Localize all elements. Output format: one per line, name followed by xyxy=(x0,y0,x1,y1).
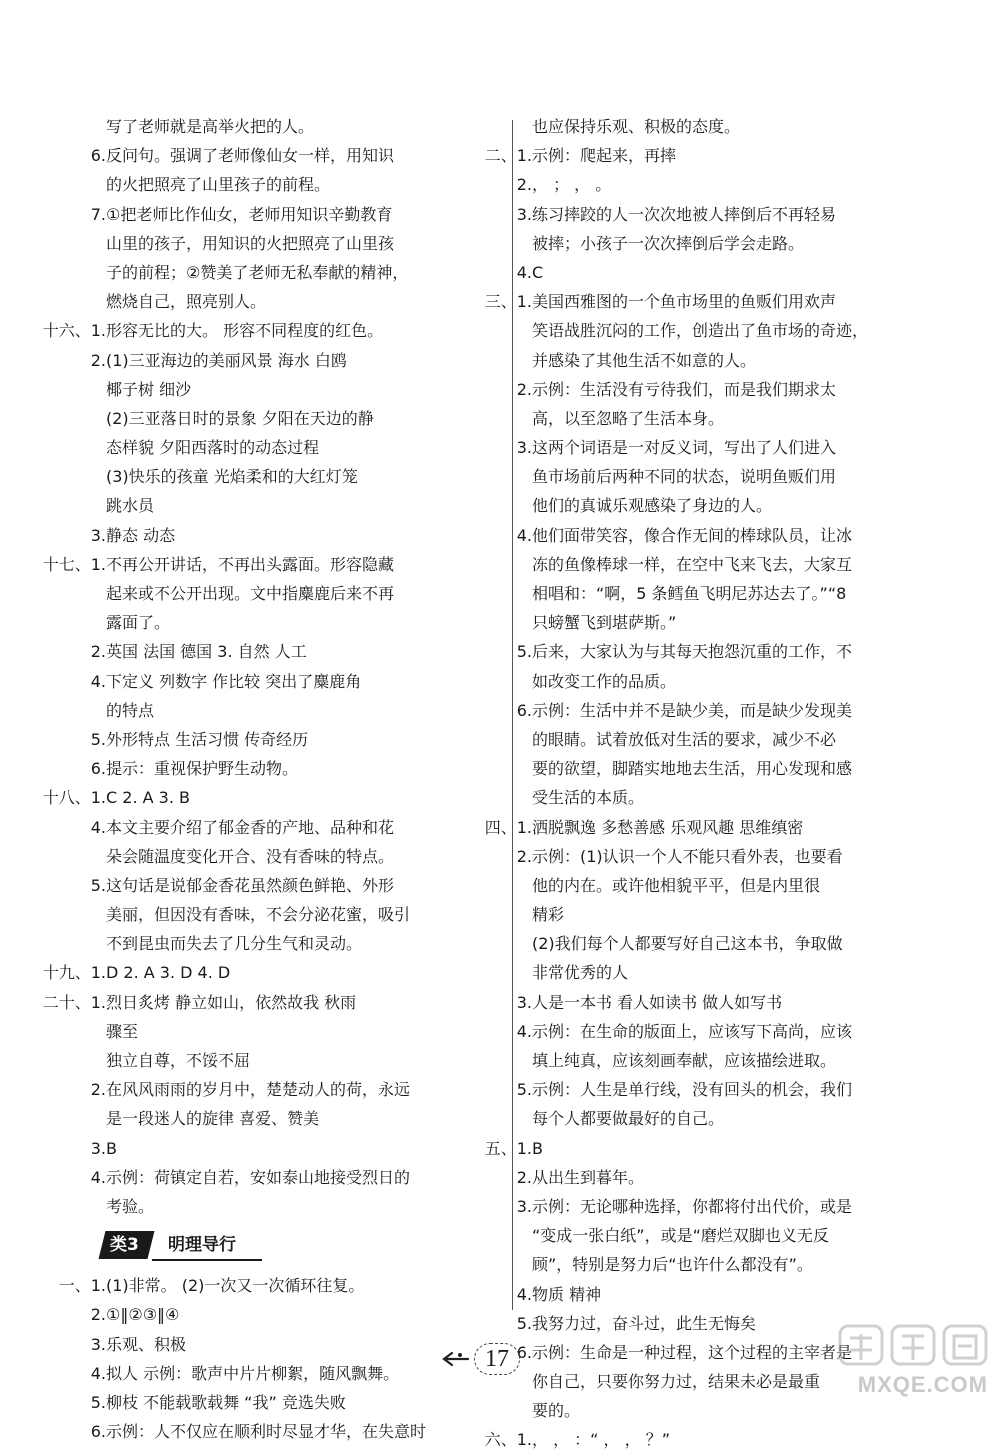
question-number: 4. xyxy=(90,817,106,837)
answer-text: ， ， ：“ ， ， ？” xyxy=(532,1430,671,1450)
watermark-url: MXQE.COM xyxy=(857,1372,988,1397)
answer-line xyxy=(106,170,526,199)
answer-line xyxy=(106,900,526,929)
answer-text: 这句话是说郁金香花虽然颜色鲜艳、外形 xyxy=(106,875,395,895)
answer-text: 你自己，只要你努力过，结果未必是最重 xyxy=(532,1372,821,1392)
answer-text: 柳枝 不能载歌载舞 “我” 竞选失败 xyxy=(106,1392,346,1412)
answer-line xyxy=(90,1075,526,1104)
answer-line xyxy=(90,1388,526,1417)
question-number: 3. xyxy=(90,1334,106,1354)
answer-line xyxy=(516,170,962,199)
question-number: 4. xyxy=(516,1021,532,1041)
answer-text: 静态 动态 xyxy=(106,525,176,545)
answer-line xyxy=(516,1075,962,1104)
answer-line xyxy=(516,433,962,462)
question-number: 2. xyxy=(516,846,532,866)
answer-text: (1)非常。 (2)一次又一次循环往复。 xyxy=(106,1276,365,1296)
watermark xyxy=(838,1322,988,1398)
answer-text: 在风风雨雨的岁月中，楚楚动人的荷，永远 xyxy=(106,1080,411,1100)
question-number: 6. xyxy=(90,759,106,779)
answer-line xyxy=(90,1300,526,1329)
answer-line xyxy=(484,141,962,170)
question-number: 6. xyxy=(516,1342,532,1362)
answer-line xyxy=(90,725,526,754)
answer-text: 本文主要介绍了郁金香的产地、品种和花 xyxy=(106,817,395,837)
answer-text: 美国西雅图的一个鱼市场里的鱼贩们用欢声 xyxy=(532,292,837,312)
answer-text: 笑语战胜沉闷的工作，创造出了鱼市场的奇迹， xyxy=(532,321,869,341)
answer-line xyxy=(532,462,962,491)
answer-text: 考验。 xyxy=(106,1196,155,1216)
answer-text: 跳水员 xyxy=(106,496,155,516)
answer-line xyxy=(106,1104,526,1133)
answer-text: 下定义 列数字 作比较 突出了麋鹿角 xyxy=(106,671,362,691)
answer-text: 是一段迷人的旋律 喜爱、赞美 xyxy=(106,1109,320,1129)
answer-text: 椰子树 细沙 xyxy=(106,379,192,399)
question-number: 一、1. xyxy=(58,1276,106,1296)
answer-text: 顾”，特别是努力后“也许什么都没有”。 xyxy=(532,1255,813,1275)
answer-text: 骤至 xyxy=(106,1021,139,1041)
answer-line xyxy=(532,900,962,929)
question-number: 2. xyxy=(516,379,532,399)
answer-text: 拟人 示例：歌声中片片柳絮，随风飘舞。 xyxy=(106,1363,400,1383)
answer-text: 示例：生活没有亏待我们，而是我们期求太 xyxy=(532,379,837,399)
answer-text: 要的。 xyxy=(532,1401,581,1421)
answer-text: 的火把照亮了山里孩子的前程。 xyxy=(106,175,331,195)
answer-line xyxy=(532,491,962,520)
answer-text: (1)三亚海边的美丽风景 海水 白鸥 xyxy=(106,350,347,370)
question-number: 4. xyxy=(90,1363,106,1383)
answer-text: 态样貌 夕阳西落时的动态过程 xyxy=(106,438,320,458)
answer-line xyxy=(106,1017,526,1046)
answer-line xyxy=(106,433,526,462)
section-heading xyxy=(102,1225,526,1265)
answer-text: (3)快乐的孩童 光焰柔和的大红灯笼 xyxy=(106,467,358,487)
question-number: 5. xyxy=(516,1313,532,1333)
answer-text: (2)我们每个人都要写好自己这本书，争取做 xyxy=(532,934,843,954)
answer-line xyxy=(532,725,962,754)
answer-text: ①‖②③‖④ xyxy=(106,1305,180,1325)
answer-line xyxy=(532,1250,962,1279)
answer-text: 英国 法国 德国 3. 自然 人工 xyxy=(106,642,307,662)
answer-text: 不到昆虫而失去了几分生气和灵动。 xyxy=(106,934,363,954)
answer-line xyxy=(90,521,526,550)
answer-line xyxy=(90,346,526,375)
answer-line xyxy=(516,1192,962,1221)
answer-line xyxy=(532,754,962,783)
question-number: 二十、1. xyxy=(42,992,106,1012)
answer-text: ， ； ， 。 xyxy=(532,175,612,195)
answer-text: 示例：无论哪种选择，你都将付出代价，或是 xyxy=(532,1196,853,1216)
question-number: 2. xyxy=(90,1080,106,1100)
answer-text: 后来，大家认为与其每天抱怨沉重的工作，不 xyxy=(532,642,853,662)
answer-text: 他们的真诚乐观感染了身边的人。 xyxy=(532,496,773,516)
answer-text: C 2. A 3. B xyxy=(106,788,190,808)
answer-line xyxy=(106,375,526,404)
answer-line xyxy=(90,667,526,696)
answer-line xyxy=(58,1271,526,1300)
answer-text: ①把老师比作仙女，老师用知识辛勤教育 xyxy=(106,204,393,224)
answer-text: 物质 精神 xyxy=(532,1284,602,1304)
question-number: 3. xyxy=(90,525,106,545)
answer-line xyxy=(42,316,526,345)
answer-text: 填上纯真，应该刻画奉献，应该描绘进取。 xyxy=(532,1051,837,1070)
answer-text: B xyxy=(106,1138,117,1158)
answer-text: 精彩 xyxy=(532,905,565,925)
answer-line xyxy=(42,988,526,1017)
answer-line xyxy=(106,258,526,287)
answer-text: 不再公开讲话，不再出头露面。形容隐藏 xyxy=(106,554,395,574)
watermark-logo xyxy=(838,1322,988,1368)
answer-line xyxy=(106,929,526,958)
answer-line xyxy=(532,667,962,696)
answer-text: 的眼睛。试着放低对生活的要求，减少不必 xyxy=(532,729,837,749)
answer-text: 示例：荷镇定自若，安如泰山地接受烈日的 xyxy=(106,1167,411,1187)
answer-text: 他们面带笑容，像合作无间的棒球队员，让冰 xyxy=(532,525,853,545)
answer-line xyxy=(106,608,526,637)
answer-line xyxy=(532,1104,962,1133)
answer-text: 山里的孩子，用知识的火把照亮了山里孩 xyxy=(106,233,395,253)
answer-text: (2)三亚落日时的景象 夕阳在天边的静 xyxy=(106,408,374,428)
answer-text: 示例：(1)认识一个人不能只看外表，也要看 xyxy=(532,846,843,866)
answer-text: 我努力过，奋斗过，此生无悔矣 xyxy=(532,1313,757,1333)
answer-text: 烈日炙烤 静立如山，依然故我 秋雨 xyxy=(106,992,357,1012)
answer-text: 并感染了其他生活不如意的人。 xyxy=(532,350,757,370)
answer-line xyxy=(90,813,526,842)
question-number: 4. xyxy=(516,525,532,545)
answer-line xyxy=(532,1221,962,1250)
section-badge-label: 类3 xyxy=(110,1235,139,1256)
question-number: 3. xyxy=(516,204,532,224)
answer-text: 要的欲望，脚踏实地地去生活，用心发现和感 xyxy=(532,759,853,779)
answer-line xyxy=(90,1163,526,1192)
answer-text: 非常优秀的人 xyxy=(532,963,629,983)
answer-text: B xyxy=(532,1138,543,1158)
answer-text: 高，以至忽略了生活本身。 xyxy=(532,408,725,428)
answer-line xyxy=(42,958,526,987)
question-number: 二、1. xyxy=(484,146,532,166)
question-number: 6. xyxy=(90,1422,106,1442)
answer-line xyxy=(90,1417,526,1446)
left-column xyxy=(42,112,526,1446)
question-number: 3. xyxy=(516,438,532,458)
answer-text: 朵会随温度变化开合、没有香味的特点。 xyxy=(106,846,395,866)
answer-line xyxy=(516,200,962,229)
answer-line xyxy=(484,287,962,316)
answer-line xyxy=(532,550,962,579)
question-number: 六、1. xyxy=(484,1430,532,1450)
question-number: 十六、1. xyxy=(42,321,106,341)
answer-line xyxy=(90,754,526,783)
answer-line xyxy=(106,696,526,725)
arrow-left-icon xyxy=(440,1350,470,1368)
question-number: 5. xyxy=(90,875,106,895)
answer-text: 示例：人生是单行线，没有回头的机会，我们 xyxy=(532,1080,853,1100)
answer-line xyxy=(516,842,962,871)
answer-text: “变成一张白纸”，或是“磨烂双脚也义无反 xyxy=(532,1226,829,1246)
answer-line xyxy=(532,346,962,375)
answer-line xyxy=(42,550,526,579)
answer-line xyxy=(532,404,962,433)
answer-line xyxy=(532,783,962,812)
answer-line xyxy=(516,637,962,666)
question-number: 4. xyxy=(516,1284,532,1304)
question-number: 3. xyxy=(90,1138,106,1158)
answer-text: 示例：爬起来，再摔 xyxy=(532,146,677,166)
answer-text: D 2. A 3. D 4. D xyxy=(106,963,231,983)
answer-text: 外形特点 生活习惯 传奇经历 xyxy=(106,729,309,749)
question-number: 2. xyxy=(90,350,106,370)
question-number: 3. xyxy=(516,992,532,1012)
answer-line xyxy=(106,229,526,258)
answer-text: 示例：在生命的版面上，应该写下高尚，应该 xyxy=(532,1021,853,1041)
answer-text: 人是一本书 看人如读书 做人如写书 xyxy=(532,992,783,1012)
answer-line xyxy=(106,579,526,608)
page-footer xyxy=(440,1344,520,1374)
answer-text: 被摔；小孩子一次次摔倒后学会走路。 xyxy=(532,233,805,253)
answer-text: 示例：人不仅应在顺利时尽显才华，在失意时 xyxy=(106,1422,427,1442)
answer-line xyxy=(516,521,962,550)
answer-line xyxy=(106,1192,526,1221)
answer-text: 这两个词语是一对反义词，写出了人们进入 xyxy=(532,438,837,458)
answer-line xyxy=(106,404,526,433)
answer-text: 乐观、积极 xyxy=(106,1334,187,1354)
answer-line xyxy=(532,958,962,987)
question-number: 5. xyxy=(90,1392,106,1412)
answer-text: 提示：重视保护野生动物。 xyxy=(106,759,299,779)
answer-line xyxy=(516,696,962,725)
answer-line xyxy=(90,141,526,170)
question-number: 7. xyxy=(90,204,106,224)
question-number: 3. xyxy=(516,1196,532,1216)
page-number: 17 xyxy=(474,1343,520,1375)
question-number: 三、1. xyxy=(484,292,532,312)
question-number: 十八、1. xyxy=(42,788,106,808)
answer-line xyxy=(90,200,526,229)
answer-line xyxy=(106,1046,526,1075)
answer-text: 露面了。 xyxy=(106,613,171,633)
answer-line xyxy=(90,1134,526,1163)
answer-text: 从出生到暮年。 xyxy=(532,1167,645,1187)
answer-line xyxy=(516,258,962,287)
answer-text: 燃烧自己，照亮别人。 xyxy=(106,292,267,312)
answer-text: 独立自尊，不馁不屈 xyxy=(106,1051,251,1070)
answer-text: 也应保持乐观、积极的态度。 xyxy=(532,117,741,136)
answer-text: 示例：生活中并不是缺少美，而是缺少发现美 xyxy=(532,700,853,720)
question-number: 4. xyxy=(90,671,106,691)
question-number: 2. xyxy=(516,1167,532,1187)
question-number: 4. xyxy=(516,262,532,282)
answer-text: 鱼市场前后两种不同的状态，说明鱼贩们用 xyxy=(532,467,837,487)
answer-line xyxy=(90,871,526,900)
question-number: 2. xyxy=(90,1305,106,1325)
answer-line xyxy=(532,112,962,141)
answer-line xyxy=(42,783,526,812)
question-number: 五、1. xyxy=(484,1138,532,1158)
answer-text: 洒脱飘逸 多愁善感 乐观风趣 思维缜密 xyxy=(532,817,804,837)
answer-line xyxy=(90,637,526,666)
answer-line xyxy=(106,491,526,520)
answer-text: 起来或不公开出现。文中指麋鹿后来不再 xyxy=(106,584,395,603)
answer-text: 如改变工作的品质。 xyxy=(532,671,677,691)
answer-line xyxy=(532,929,962,958)
answer-text: 受生活的本质。 xyxy=(532,788,645,808)
answer-text: 反问句。强调了老师像仙女一样，用知识 xyxy=(106,146,395,166)
answer-line xyxy=(106,112,526,141)
answer-text: 子的前程；②赞美了老师无私奉献的精神， xyxy=(106,262,409,282)
answer-line xyxy=(532,579,962,608)
answer-line xyxy=(106,842,526,871)
answer-line xyxy=(532,316,962,345)
answer-text: 练习摔跤的人一次次地被人摔倒后不再轻易 xyxy=(532,204,837,224)
question-number: 十九、1. xyxy=(42,963,106,983)
question-number: 4. xyxy=(90,1167,106,1187)
section-badge xyxy=(99,1231,155,1259)
answer-line xyxy=(484,813,962,842)
answer-text: 美丽，但因没有香味，不会分泌花蜜，吸引 xyxy=(106,905,411,925)
answer-line xyxy=(516,375,962,404)
answer-text: C xyxy=(532,262,544,282)
answer-text: 相唱和：“啊，5 条鳕鱼飞明尼苏达去了。”“8 xyxy=(532,584,847,603)
answer-line xyxy=(516,1017,962,1046)
answer-line xyxy=(516,1280,962,1309)
question-number: 5. xyxy=(516,642,532,662)
answer-line xyxy=(532,229,962,258)
question-number: 十七、1. xyxy=(42,554,106,574)
answer-line xyxy=(484,1134,962,1163)
answer-line xyxy=(532,1046,962,1075)
answer-line xyxy=(516,1163,962,1192)
answer-line xyxy=(106,287,526,316)
question-number: 2. xyxy=(516,175,532,195)
answer-text: 的特点 xyxy=(106,700,155,720)
question-number: 5. xyxy=(516,1080,532,1100)
answer-line xyxy=(532,1396,962,1425)
section-title: 明理导行 xyxy=(168,1235,236,1256)
answer-text: 形容无比的大。 形容不同程度的红色。 xyxy=(106,321,384,341)
answer-text: 冻的鱼像棒球一样，在空中飞来飞去，大家互 xyxy=(532,554,853,574)
question-number: 2. xyxy=(90,642,106,662)
answer-text: 他的内在。或许他相貌平平，但是内里很 xyxy=(532,875,821,895)
answer-line xyxy=(532,608,962,637)
answer-text: 每个人都要做最好的自己。 xyxy=(532,1109,725,1129)
answer-line xyxy=(484,1425,962,1454)
section-underline xyxy=(152,1259,262,1261)
answer-line xyxy=(516,988,962,1017)
answer-line xyxy=(106,462,526,491)
answer-text: 写了老师就是高举火把的人。 xyxy=(106,117,315,136)
answer-text: 示例：生命是一种过程，这个过程的主宰者是 xyxy=(532,1342,853,1362)
question-number: 6. xyxy=(516,700,532,720)
answer-line xyxy=(532,871,962,900)
question-number: 6. xyxy=(90,146,106,166)
answer-text: 只螃蟹飞到堪萨斯。” xyxy=(532,613,677,633)
question-number: 四、1. xyxy=(484,817,532,837)
question-number: 5. xyxy=(90,729,106,749)
